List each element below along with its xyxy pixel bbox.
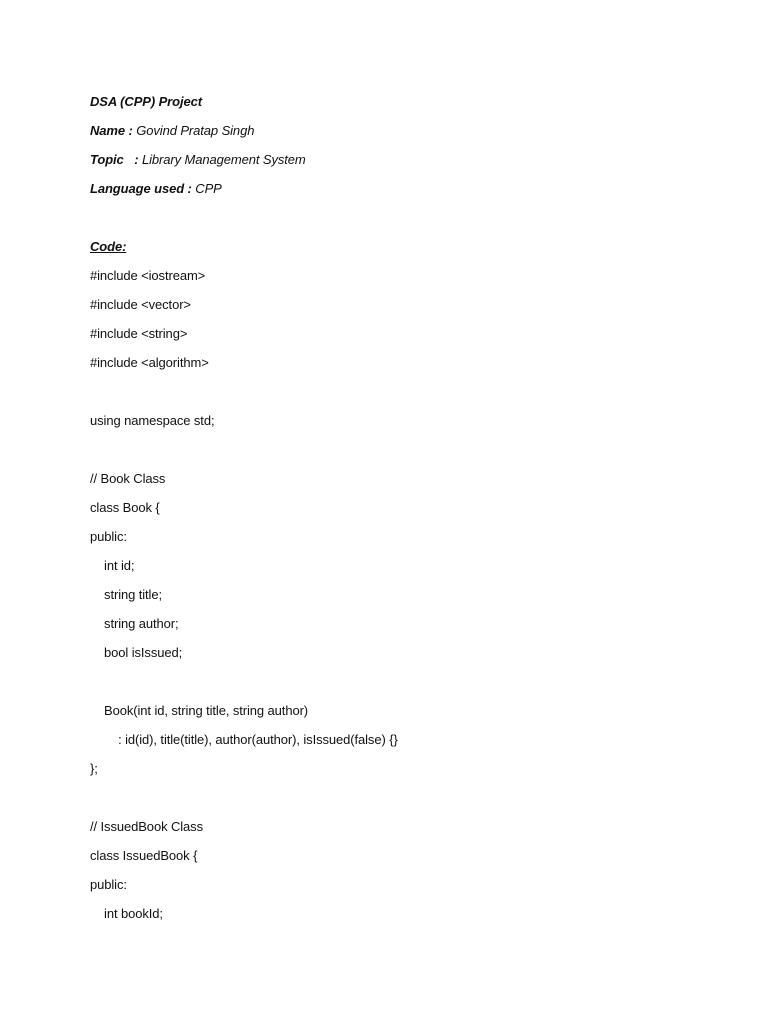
code-block (90, 264, 690, 931)
language-row (90, 177, 690, 206)
code-line: public: (90, 877, 127, 892)
code-heading: Code: (90, 239, 127, 254)
language-value: CPP (191, 181, 222, 196)
code-line: int bookId; (90, 906, 163, 921)
code-line: #include <algorithm> (90, 355, 209, 370)
topic-value: Library Management System (138, 152, 306, 167)
code-line (90, 786, 690, 815)
code-line: bool isIssued; (90, 645, 183, 660)
document-content (90, 90, 690, 931)
code-line: #include <string> (90, 326, 188, 341)
code-line: #include <vector> (90, 297, 191, 312)
topic-label: Topic : (90, 152, 139, 167)
code-line: class Book { (90, 500, 160, 515)
code-line (90, 670, 690, 699)
code-line: #include <iostream> (90, 268, 206, 283)
code-line (90, 438, 690, 467)
project-title: DSA (CPP) Project (90, 94, 202, 109)
code-line: // Book Class (90, 471, 166, 486)
code-line: string author; (90, 616, 179, 631)
name-value: Govind Pratap Singh (132, 123, 255, 138)
code-line: : id(id), title(title), author(author), isIssued(false) {} (90, 732, 398, 747)
code-line: }; (90, 761, 98, 776)
code-line: Book(int id, string title, string author) (90, 703, 309, 718)
code-line: using namespace std; (90, 413, 215, 428)
code-line: string title; (90, 587, 162, 602)
language-label: Language used : (90, 181, 192, 196)
spacer (90, 206, 690, 235)
code-line: class IssuedBook { (90, 848, 198, 863)
name-row (90, 119, 690, 148)
code-line: public: (90, 529, 127, 544)
code-line (90, 380, 690, 409)
code-line: int id; (90, 558, 135, 573)
code-line: // IssuedBook Class (90, 819, 203, 834)
name-label: Name : (90, 123, 133, 138)
topic-row (90, 148, 690, 177)
